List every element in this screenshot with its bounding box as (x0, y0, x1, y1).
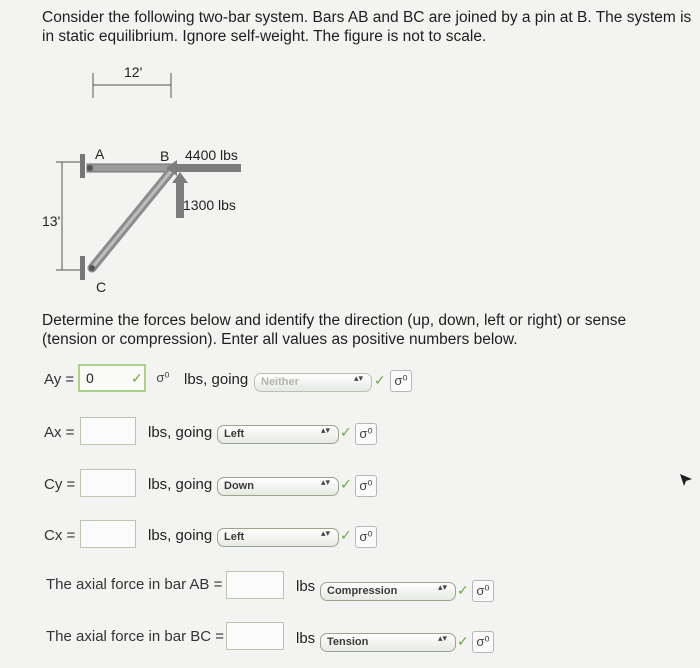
support-a (80, 154, 85, 178)
mouse-cursor-icon (678, 472, 694, 488)
axial-bc-label: The axial force in bar BC = (46, 628, 225, 645)
label-c: C (96, 279, 107, 295)
select-arrows-icon: ▴▾ (320, 425, 330, 435)
problem-intro: Consider the following two-bar system. Bars AB and BC are joined by a pin at B. The system is in static equilibrium. Ignore self-weight. The figure is not to scale. (42, 9, 692, 45)
cy-label: Cy = (44, 476, 76, 493)
problem-prompt: Determine the forces below and identify the direction (up, down, left or right) or sense (tension or compression). Enter all values as positive numbers below. (42, 312, 627, 348)
load-vertical-label: 1300 lbs (183, 197, 236, 213)
label-b: B (160, 148, 170, 164)
ax-input[interactable] (80, 417, 136, 445)
cy-input[interactable] (80, 469, 136, 497)
ay-check-icon: ✓ (131, 370, 143, 386)
axial-bc-sense-value: Tension (327, 636, 369, 648)
ax-check-icon: ✓ (340, 424, 352, 440)
cy-sigma-icon[interactable]: σ⁰ (355, 475, 377, 497)
dim-horizontal-label: 12' (124, 64, 143, 80)
support-c (80, 256, 85, 280)
ay-direction-value: Neither (261, 376, 299, 388)
ay-label: Ay = (44, 371, 75, 388)
load-horizontal-label: 4400 lbs (185, 147, 238, 163)
cy-direction-value: Down (224, 480, 254, 492)
select-arrows-icon: ▴▾ (437, 582, 447, 592)
cx-direction-select[interactable] (217, 528, 339, 547)
axial-bc-sense-select[interactable] (320, 633, 456, 652)
bar-ab (87, 164, 175, 172)
axial-bc-unit: lbs (296, 630, 316, 647)
ay-direction-check-icon: ✓ (374, 372, 386, 388)
ay-direction-select[interactable] (254, 373, 372, 392)
pin-a (87, 165, 93, 171)
label-a: A (95, 146, 105, 162)
cx-unit: lbs, going (148, 527, 213, 544)
ay-unit: lbs, going (184, 371, 249, 388)
axial-bc-check-icon: ✓ (457, 633, 469, 649)
axial-ab-input[interactable] (226, 571, 284, 599)
cx-label: Cx = (44, 527, 76, 544)
axial-ab-unit: lbs (296, 578, 316, 595)
ax-direction-select[interactable] (217, 425, 339, 444)
dim-vertical-label: 13' (42, 213, 61, 229)
axial-ab-sigma-icon[interactable]: σ⁰ (472, 580, 494, 602)
ax-label: Ax = (44, 424, 75, 441)
axial-ab-check-icon: ✓ (457, 582, 469, 598)
axial-bc-sigma-icon[interactable]: σ⁰ (472, 631, 494, 653)
select-arrows-icon: ▴▾ (437, 633, 447, 643)
cy-check-icon: ✓ (340, 476, 352, 492)
ay-direction-sigma-icon[interactable]: σ⁰ (390, 370, 412, 392)
axial-ab-sense-select[interactable] (320, 582, 456, 601)
cx-input[interactable] (80, 520, 136, 548)
cx-direction-value: Left (224, 531, 245, 543)
select-arrows-icon: ▴▾ (320, 528, 330, 538)
ay-sigma-icon[interactable]: σ⁰ (156, 370, 170, 385)
cx-check-icon: ✓ (340, 527, 352, 543)
pin-c (89, 265, 95, 271)
axial-bc-input[interactable] (226, 622, 284, 650)
cy-direction-select[interactable] (217, 477, 339, 496)
select-arrows-icon: ▴▾ (320, 477, 330, 487)
ax-unit: lbs, going (148, 424, 213, 441)
load-arrow-horizontal (173, 164, 241, 172)
ax-direction-value: Left (224, 428, 245, 440)
truss-figure (40, 58, 270, 288)
axial-ab-label: The axial force in bar AB = (46, 576, 223, 593)
cy-unit: lbs, going (148, 476, 213, 493)
ax-sigma-icon[interactable]: σ⁰ (355, 423, 377, 445)
cx-sigma-icon[interactable]: σ⁰ (355, 526, 377, 548)
select-arrows-icon: ▴▾ (353, 373, 363, 383)
axial-ab-sense-value: Compression (327, 585, 398, 597)
